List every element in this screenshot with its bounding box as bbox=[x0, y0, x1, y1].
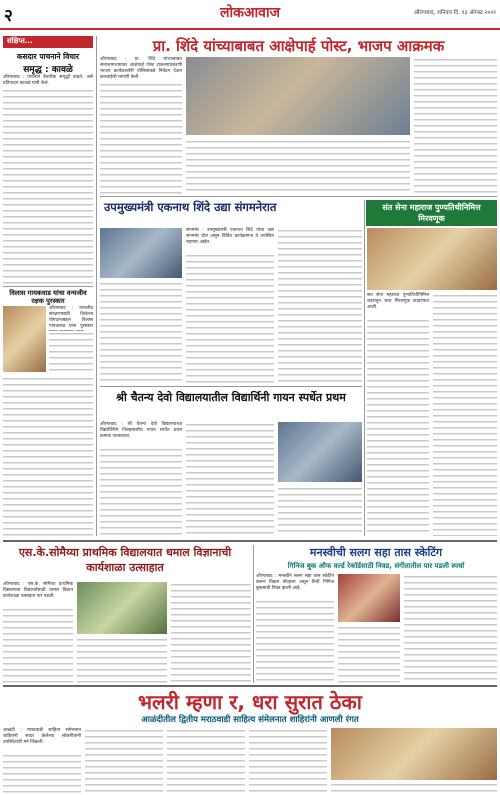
eknath-body bbox=[186, 253, 274, 383]
chaitanya-body bbox=[100, 447, 182, 536]
eknath-photo bbox=[100, 228, 182, 278]
chaitanya-body-3 bbox=[278, 486, 362, 536]
chaitanya-headline: श्री चैतन्य देवो विद्यालयातील विद्यार्थिनी गायन स्पर्धेत प्रथम bbox=[116, 391, 346, 404]
eknath-lead: संगमनेर : उपमुख्यमंत्री एकनाथ शिंदे यांचा उद्या संगमनेर दौरा असून विविध कार्यक्रमांना ते उपस्थित राहणार आहेत. bbox=[186, 228, 274, 245]
column-divider bbox=[253, 545, 254, 683]
lead-story-lead: औरंगाबाद : प्रा. शिंदे यांच्याबाबत समाजमाध्यमावर आक्षेपार्ह पोस्ट टाकल्याप्रकरणी भाजप कार्यकर्त्यांनी पोलिसांकडे निवेदन देऊन कारवाईची मागणी केली. bbox=[100, 57, 182, 80]
lead-story-body bbox=[100, 82, 182, 194]
bhalari-photo-caption bbox=[331, 782, 497, 793]
section-label: संक्षिप्त... bbox=[3, 36, 93, 48]
somaiya-headline: एस.के.सोमैय्या प्राथमिक विद्यालयात धमाल विज्ञानाची कार्यशाळा उत्साहात bbox=[18, 546, 232, 574]
divider bbox=[3, 685, 497, 687]
brand-logo: लोकआवाज bbox=[220, 5, 280, 21]
story1-body bbox=[3, 88, 93, 284]
somaiya-body bbox=[3, 607, 73, 683]
sant-photo bbox=[367, 228, 497, 290]
divider bbox=[100, 386, 362, 387]
divider bbox=[100, 196, 497, 197]
bhalari-body bbox=[3, 753, 81, 793]
somaiya-lead: औरंगाबाद : एस.के. सोमैय्या प्राथमिक विद्यालयात विद्यार्थ्यांसाठी धमाल विज्ञान कार्यशाळा उत्साहात पार पडली. bbox=[3, 582, 73, 599]
skating-headline: मनस्वीची सलग सहा तास स्केटिंग bbox=[309, 546, 443, 559]
issue-line: औरंगाबाद, शनिवार दि. १३ ऑगस्ट २०२२ bbox=[413, 10, 496, 16]
skating-lead: औरंगाबाद : मनस्वीने सलग सहा तास स्केटिंग करून विक्रम नोंदवला असून तिची गिनिज बुकसाठी निवड झाली आहे. bbox=[256, 574, 334, 591]
sant-lead: संत सेना महाराज पुण्यतिथीनिमित्त शहरातून भव्य मिरवणूक काढण्यात आली. bbox=[367, 293, 429, 310]
divider bbox=[3, 540, 497, 542]
somaiya-body-2 bbox=[77, 637, 167, 683]
masthead bbox=[0, 0, 500, 30]
bhalari-photo bbox=[331, 728, 497, 780]
page-number: २ bbox=[4, 6, 13, 26]
skating-subhead: गिनिज बुक ऑफ वर्ल्ड रेकॉर्डसाठी निवड, संगीतातील पार पडली स्पर्धा bbox=[287, 562, 465, 570]
eknath-body-2 bbox=[100, 281, 182, 383]
story2-photo bbox=[3, 306, 46, 372]
story2-body-a bbox=[49, 331, 93, 372]
chaitanya-body-2 bbox=[186, 422, 274, 536]
somaiya-photo bbox=[77, 582, 167, 634]
bhalari-headline: भलरी म्हणा र, धरा सुरात ठेका bbox=[138, 690, 362, 714]
column-divider bbox=[364, 200, 365, 536]
lead-story-photo bbox=[186, 57, 410, 135]
bhalari-body-2 bbox=[85, 728, 163, 793]
sant-body bbox=[367, 318, 429, 536]
chaitanya-photo bbox=[278, 422, 362, 482]
bhalari-lead: आळंदी : मराठवाडी साहित्य संमेलनात शाहिरांनी सादर केलेल्या लोकगीतांनी उपस्थितांची मने जिंकली. bbox=[3, 728, 81, 745]
sant-headline: संत सेना महाराज पुण्यतिथीनिमित्त मिरवणूक bbox=[366, 200, 497, 226]
lead-headline: प्रा. शिंदे यांच्याबाबत आक्षेपार्ह पोस्ट, भाजप आक्रमक bbox=[152, 37, 445, 55]
skating-body-3 bbox=[404, 574, 497, 683]
lead-story-body-3 bbox=[414, 57, 497, 194]
lead-story-body-2 bbox=[186, 139, 410, 194]
story2-headline: विलास गायकवाड यांचा वन्यजीव रक्षक पुरस्कार bbox=[9, 289, 87, 305]
story1-lead: औरंगाबाद : पाचनाने वैचारिक समृद्धी वाढते, असे प्रतिपादन कावळे यांनी केले. bbox=[3, 75, 93, 86]
sant-body-2 bbox=[433, 293, 497, 536]
story1-headline: कसदार पाचनाने विचार bbox=[16, 52, 80, 61]
story1-subhead: समृद्ध : कावळे bbox=[23, 65, 73, 75]
eknath-headline: उपमुख्यमंत्री एकनाथ शिंदे उद्या संगमनेरात bbox=[104, 200, 277, 214]
story2-lead: औरंगाबाद : वन्यजीव संरक्षणासाठी दिलेल्या योगदानाबद्दल विलास गायकवाड यांना पुरस्कार bbox=[49, 306, 93, 329]
somaiya-body-3 bbox=[171, 582, 251, 683]
skating-body-2 bbox=[338, 625, 400, 683]
column-divider bbox=[96, 36, 97, 536]
skating-body bbox=[256, 599, 334, 683]
chaitanya-lead: औरंगाबाद : श्री चैतन्य देवो विद्यालयाच्या विद्यार्थिनीने जिल्हास्तरीय गायन स्पर्धेत प्रथम क्रमांक पटकावला. bbox=[100, 422, 182, 439]
skating-photo bbox=[338, 574, 400, 622]
eknath-body-3 bbox=[278, 228, 362, 383]
bhalari-body-3 bbox=[167, 728, 245, 793]
divider bbox=[3, 286, 93, 287]
story2-body-b bbox=[3, 376, 93, 536]
bhalari-subhead: आळंदीतील द्वितीय मराठवाडी साहित्य संमेलनात शाहिरांनी आणली रंगत bbox=[141, 715, 359, 725]
bhalari-body-4 bbox=[249, 728, 327, 793]
